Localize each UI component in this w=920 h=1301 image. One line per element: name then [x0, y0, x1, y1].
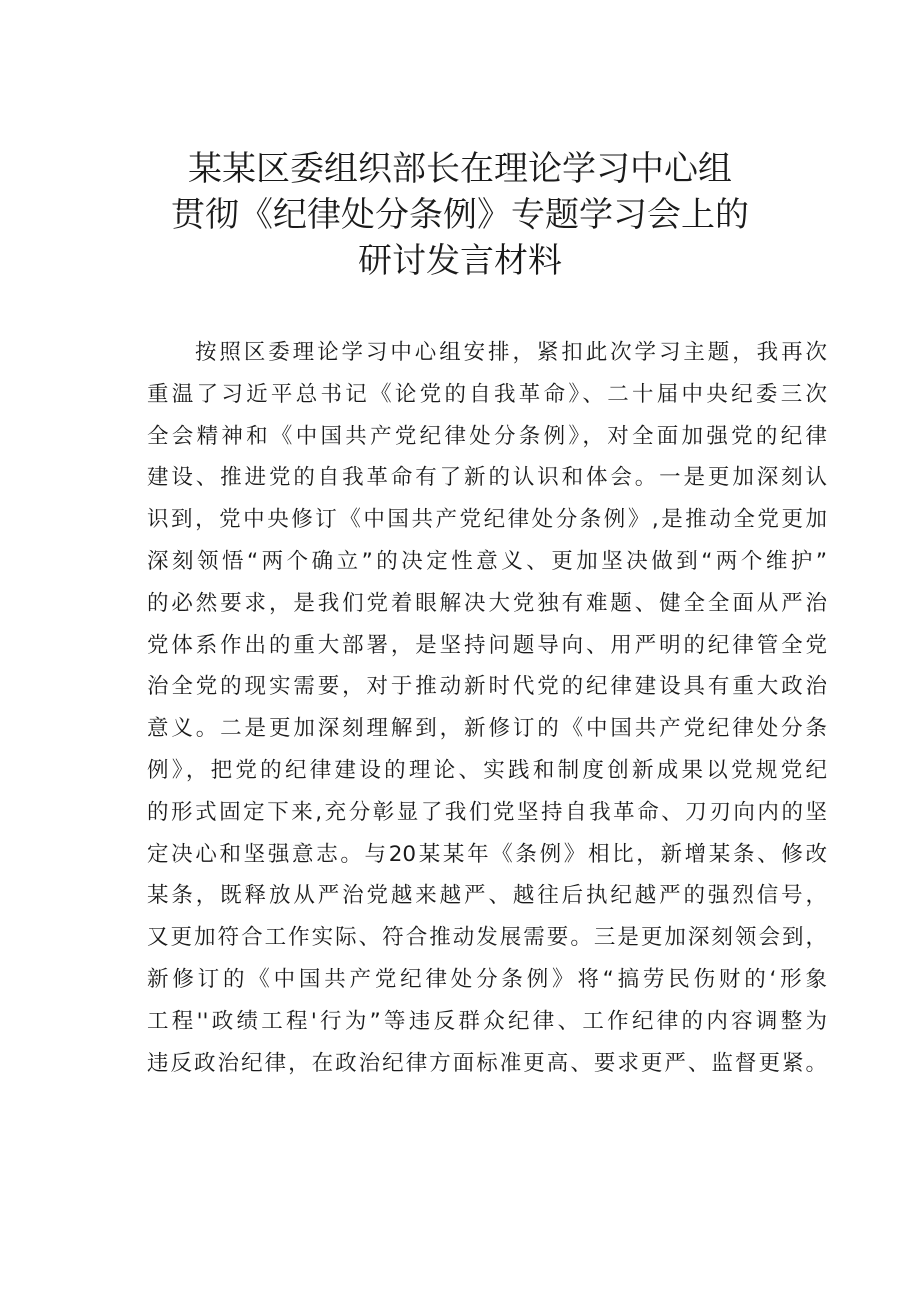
body-line: 的必然要求，是我们党着眼解决大党独有难题、健全全面从严治 — [147, 590, 827, 616]
body-line: 例》，把党的纪律建设的理论、实践和制度创新成果以党规党纪 — [147, 757, 827, 783]
body-line: 新修订的《中国共产党纪律处分条例》将“搞劳民伤财的‘形象 — [147, 966, 827, 992]
body-line: 党体系作出的重大部署，是坚持问题导向、用严明的纪律管全党 — [147, 632, 827, 658]
body-line: 又更加符合工作实际、符合推动发展需要。三是更加深刻领会到， — [147, 925, 827, 951]
body-line: 重温了习近平总书记《论党的自我革命》、二十届中央纪委三次 — [147, 381, 827, 407]
body-line: 按照区委理论学习中心组安排，紧扣此次学习主题，我再次 — [195, 340, 827, 365]
body-line: 的形式固定下来,充分彰显了我们党坚持自我革命、刀刃向内的坚 — [147, 799, 827, 825]
body-line: 意义。二是更加深刻理解到，新修订的《中国共产党纪律处分条 — [147, 716, 827, 742]
body-line: 全会精神和《中国共产党纪律处分条例》，对全面加强党的纪律 — [147, 423, 827, 449]
document-title — [100, 146, 820, 284]
title-line: 研讨发言材料 — [358, 241, 562, 281]
body-paragraph — [147, 332, 827, 1084]
body-line: 识到，党中央修订《中国共产党纪律处分条例》,是推动全党更加 — [147, 507, 827, 533]
title-line: 贯彻《纪律处分条例》专题学习会上的 — [171, 195, 749, 235]
body-line: 某条，既释放从严治党越来越严、越往后执纪越严的强烈信号， — [147, 883, 827, 909]
title-line: 某某区委组织部长在理论学习中心组 — [188, 149, 732, 189]
body-line: 治全党的现实需要，对于推动新时代党的纪律建设具有重大政治 — [147, 674, 827, 700]
body-line: 工程''政绩工程'行为”等违反群众纪律、工作纪律的内容调整为 — [147, 1008, 827, 1034]
body-line: 建设、推进党的自我革命有了新的认识和体会。一是更加深刻认 — [147, 465, 827, 491]
body-line: 违反政治纪律，在政治纪律方面标准更高、要求更严、监督更紧。 — [147, 1050, 827, 1076]
body-line: 深刻领悟“两个确立”的决定性意义、更加坚决做到“两个维护” — [147, 548, 827, 574]
body-line: 定决心和坚强意志。与20某某年《条例》相比，新增某条、修改 — [147, 841, 827, 867]
